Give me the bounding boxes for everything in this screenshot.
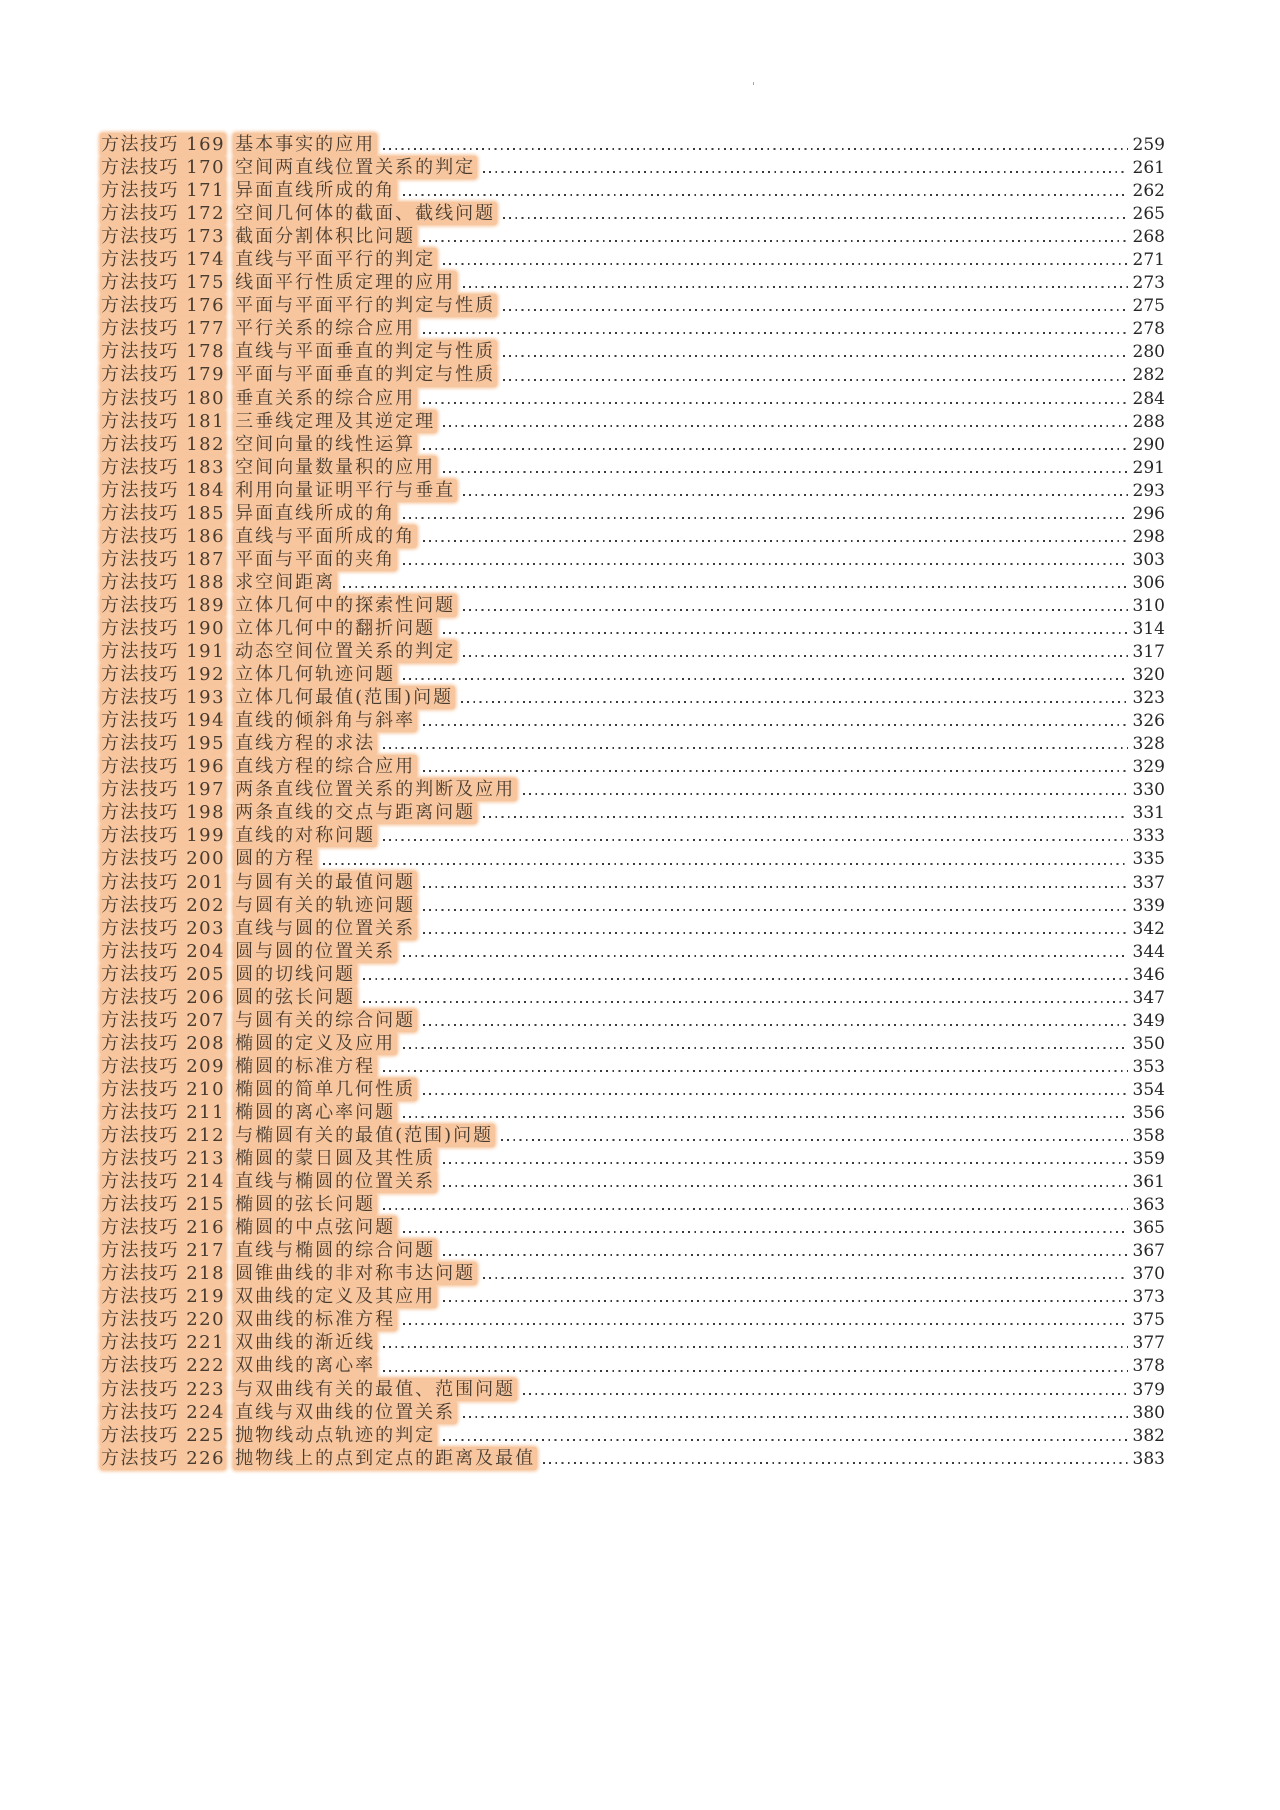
toc-entry-title: 直线方程的求法 bbox=[235, 733, 376, 755]
toc-entry-title: 双曲线的离心率 bbox=[235, 1355, 376, 1377]
toc-leader-dots bbox=[383, 732, 1127, 755]
toc-entry-title: 直线与平面平行的判定 bbox=[235, 249, 436, 271]
toc-entry-label: 方法技巧 203 bbox=[101, 917, 226, 939]
toc-page-number: 363 bbox=[1132, 1195, 1165, 1216]
toc-leader-dots bbox=[443, 1147, 1127, 1170]
toc-leader-dots bbox=[383, 1354, 1127, 1377]
toc-page-number: 268 bbox=[1132, 227, 1165, 248]
toc-leader-dots bbox=[501, 1124, 1127, 1147]
toc-leader-dots bbox=[423, 387, 1127, 410]
toc-page-number: 358 bbox=[1132, 1126, 1165, 1147]
toc-entry bbox=[100, 709, 1165, 732]
toc-entry-title: 直线与双曲线的位置关系 bbox=[235, 1401, 456, 1423]
toc-entry-label: 方法技巧 219 bbox=[101, 1286, 226, 1308]
toc-entry-label: 方法技巧 170 bbox=[101, 157, 226, 179]
toc-entry-label: 方法技巧 174 bbox=[101, 249, 226, 271]
toc-leader-dots bbox=[403, 663, 1127, 686]
toc-entry-title: 双曲线的渐近线 bbox=[235, 1332, 376, 1354]
toc-entry-label: 方法技巧 197 bbox=[101, 779, 226, 801]
toc-leader-dots bbox=[483, 801, 1127, 824]
toc-page-number: 271 bbox=[1132, 250, 1165, 271]
scan-artifact-mark: ' bbox=[752, 80, 756, 93]
toc-leader-dots bbox=[503, 363, 1127, 386]
toc-entry bbox=[100, 1262, 1165, 1285]
toc-entry bbox=[100, 1354, 1165, 1377]
toc-entry-label: 方法技巧 192 bbox=[101, 664, 226, 686]
toc-entry-title: 直线与平面所成的角 bbox=[235, 525, 416, 547]
toc-entry bbox=[100, 755, 1165, 778]
toc-entry-label: 方法技巧 206 bbox=[101, 986, 226, 1008]
toc-page-number: 331 bbox=[1132, 803, 1165, 824]
toc-entry bbox=[100, 617, 1165, 640]
toc-entry-title: 基本事实的应用 bbox=[235, 134, 376, 155]
toc-page-number: 296 bbox=[1132, 503, 1165, 524]
toc-entry-label: 方法技巧 218 bbox=[101, 1263, 226, 1285]
toc-entry-label: 方法技巧 226 bbox=[101, 1447, 226, 1469]
toc-entry bbox=[100, 179, 1165, 202]
toc-page-number: 359 bbox=[1132, 1149, 1165, 1170]
toc-entry bbox=[100, 525, 1165, 548]
toc-entry-label: 方法技巧 202 bbox=[101, 894, 226, 916]
toc-entry-title: 与双曲线有关的最值、范围问题 bbox=[235, 1378, 516, 1400]
toc-entry-label: 方法技巧 208 bbox=[101, 1032, 226, 1054]
toc-entry bbox=[100, 479, 1165, 502]
toc-entry-label: 方法技巧 209 bbox=[101, 1055, 226, 1077]
toc-entry bbox=[100, 202, 1165, 225]
toc-leader-dots bbox=[423, 225, 1127, 248]
toc-page-number: 280 bbox=[1132, 342, 1165, 363]
toc-entry bbox=[100, 317, 1165, 340]
toc-entry bbox=[100, 594, 1165, 617]
toc-page-number: 293 bbox=[1132, 480, 1165, 501]
toc-entry bbox=[100, 502, 1165, 525]
toc-page-number: 370 bbox=[1132, 1264, 1165, 1285]
toc-entry-title: 两条直线的交点与距离问题 bbox=[235, 802, 476, 824]
toc-page-number: 333 bbox=[1132, 826, 1165, 847]
toc-entry-label: 方法技巧 184 bbox=[101, 479, 226, 501]
toc-entry bbox=[100, 387, 1165, 410]
toc-entry-title: 与圆有关的最值问题 bbox=[235, 871, 416, 893]
toc-page-number: 298 bbox=[1132, 526, 1165, 547]
toc-entry-title: 椭圆的弦长问题 bbox=[235, 1194, 376, 1216]
toc-entry-title: 空间几何体的截面、截线问题 bbox=[235, 203, 496, 225]
toc-leader-dots bbox=[423, 709, 1127, 732]
toc-entry bbox=[100, 1378, 1165, 1401]
toc-leader-dots bbox=[423, 871, 1127, 894]
toc-entry-title: 平面与平面的夹角 bbox=[235, 548, 396, 570]
toc-entry bbox=[100, 1308, 1165, 1331]
toc-entry-title: 两条直线位置关系的判断及应用 bbox=[235, 779, 516, 801]
toc-entry-title: 空间向量数量积的应用 bbox=[235, 456, 436, 478]
toc-page-number: 373 bbox=[1132, 1287, 1165, 1308]
toc-leader-dots bbox=[483, 156, 1127, 179]
toc-page-number: 329 bbox=[1132, 757, 1165, 778]
toc-entry-title: 空间两直线位置关系的判定 bbox=[235, 157, 476, 179]
toc-page-number: 275 bbox=[1132, 296, 1165, 317]
toc-entry-label: 方法技巧 196 bbox=[101, 756, 226, 778]
toc-page-number: 379 bbox=[1132, 1379, 1165, 1400]
toc-entry-label: 方法技巧 176 bbox=[101, 295, 226, 317]
toc-page-number: 282 bbox=[1132, 365, 1165, 386]
toc-leader-dots bbox=[443, 617, 1127, 640]
toc-entry-label: 方法技巧 224 bbox=[101, 1401, 226, 1423]
toc-entry-title: 线面平行性质定理的应用 bbox=[235, 272, 456, 294]
toc-page-number: 375 bbox=[1132, 1310, 1165, 1331]
toc-page-number: 365 bbox=[1132, 1218, 1165, 1239]
toc-entry-label: 方法技巧 175 bbox=[101, 272, 226, 294]
toc-entry bbox=[100, 686, 1165, 709]
toc-page-number: 356 bbox=[1132, 1102, 1165, 1123]
toc-entry bbox=[100, 340, 1165, 363]
toc-leader-dots bbox=[403, 548, 1127, 571]
toc-entry bbox=[100, 1447, 1165, 1470]
toc-page-number: 278 bbox=[1132, 319, 1165, 340]
toc-page-number: 306 bbox=[1132, 572, 1165, 593]
toc-page-number: 262 bbox=[1132, 181, 1165, 202]
toc-leader-dots bbox=[383, 1055, 1127, 1078]
toc-page-number: 323 bbox=[1132, 688, 1165, 709]
toc-page-number: 335 bbox=[1132, 849, 1165, 870]
toc-leader-dots bbox=[503, 294, 1127, 317]
toc-page-number: 342 bbox=[1132, 918, 1165, 939]
toc-leader-dots bbox=[383, 133, 1127, 156]
toc-leader-dots bbox=[403, 179, 1127, 202]
toc-entry-label: 方法技巧 194 bbox=[101, 710, 226, 732]
toc-entry-title: 圆的弦长问题 bbox=[235, 986, 356, 1008]
toc-page-number: 354 bbox=[1132, 1079, 1165, 1100]
toc-entry-label: 方法技巧 172 bbox=[101, 203, 226, 225]
toc-entry-title: 平面与平面平行的判定与性质 bbox=[235, 295, 496, 317]
toc-entry-title: 立体几何中的探索性问题 bbox=[235, 594, 456, 616]
toc-page-number: 350 bbox=[1132, 1033, 1165, 1054]
toc-entry bbox=[100, 1032, 1165, 1055]
toc-leader-dots bbox=[383, 824, 1127, 847]
toc-entry-label: 方法技巧 205 bbox=[101, 963, 226, 985]
toc-page-number: 303 bbox=[1132, 549, 1165, 570]
toc-leader-dots bbox=[423, 525, 1127, 548]
toc-entry bbox=[100, 824, 1165, 847]
toc-page-number: 326 bbox=[1132, 711, 1165, 732]
toc-page-number: 380 bbox=[1132, 1402, 1165, 1423]
toc-entry-label: 方法技巧 223 bbox=[101, 1378, 226, 1400]
toc-entry-title: 立体几何中的翻折问题 bbox=[235, 617, 436, 639]
toc-entry bbox=[100, 640, 1165, 663]
toc-page-number: 314 bbox=[1132, 618, 1165, 639]
toc-page-number: 383 bbox=[1132, 1448, 1165, 1469]
toc-entry bbox=[100, 1078, 1165, 1101]
toc-entry bbox=[100, 847, 1165, 870]
toc-entry-title: 与圆有关的轨迹问题 bbox=[235, 894, 416, 916]
toc-entry-title: 圆的方程 bbox=[235, 848, 316, 870]
toc-entry-title: 圆锥曲线的非对称韦达问题 bbox=[235, 1263, 476, 1285]
toc-entry-label: 方法技巧 188 bbox=[101, 571, 226, 593]
toc-entry bbox=[100, 1055, 1165, 1078]
toc-entry-label: 方法技巧 199 bbox=[101, 825, 226, 847]
toc-leader-dots bbox=[423, 894, 1127, 917]
toc-leader-dots bbox=[383, 1331, 1127, 1354]
toc-entry-title: 立体几何最值(范围)问题 bbox=[235, 687, 454, 709]
toc-entry bbox=[100, 801, 1165, 824]
toc-entry-title: 平面与平面垂直的判定与性质 bbox=[235, 364, 496, 386]
toc-entry bbox=[100, 1239, 1165, 1262]
toc-page-number: 346 bbox=[1132, 964, 1165, 985]
toc-leader-dots bbox=[403, 1216, 1127, 1239]
toc-entry-label: 方法技巧 193 bbox=[101, 687, 226, 709]
toc-entry-label: 方法技巧 212 bbox=[101, 1125, 226, 1147]
toc-entry bbox=[100, 410, 1165, 433]
toc-entry bbox=[100, 156, 1165, 179]
toc-entry-title: 直线的对称问题 bbox=[235, 825, 376, 847]
toc-leader-dots bbox=[443, 1170, 1127, 1193]
toc-leader-dots bbox=[483, 1262, 1127, 1285]
toc-entry-title: 椭圆的标准方程 bbox=[235, 1055, 376, 1077]
toc-entry-label: 方法技巧 214 bbox=[101, 1171, 226, 1193]
toc-leader-dots bbox=[443, 456, 1127, 479]
toc-leader-dots bbox=[403, 940, 1127, 963]
toc-entry bbox=[100, 871, 1165, 894]
toc-entry-label: 方法技巧 185 bbox=[101, 502, 226, 524]
toc-entry bbox=[100, 1216, 1165, 1239]
toc-entry bbox=[100, 940, 1165, 963]
toc-leader-dots bbox=[443, 1424, 1127, 1447]
toc-entry-title: 圆与圆的位置关系 bbox=[235, 940, 396, 962]
toc-entry-label: 方法技巧 215 bbox=[101, 1194, 226, 1216]
toc-entry-label: 方法技巧 169 bbox=[101, 134, 226, 155]
toc-entry bbox=[100, 1331, 1165, 1354]
toc-leader-dots bbox=[463, 594, 1127, 617]
toc-entry-title: 抛物线动点轨迹的判定 bbox=[235, 1424, 436, 1446]
toc-entry bbox=[100, 433, 1165, 456]
toc-entry-title: 平行关系的综合应用 bbox=[235, 318, 416, 340]
toc-entry bbox=[100, 1424, 1165, 1447]
toc-page-number: 288 bbox=[1132, 411, 1165, 432]
toc-entry-label: 方法技巧 171 bbox=[101, 180, 226, 202]
toc-leader-dots bbox=[403, 1308, 1127, 1331]
toc-page-number: 310 bbox=[1132, 595, 1165, 616]
table-of-contents bbox=[100, 133, 1165, 1470]
toc-entry-label: 方法技巧 200 bbox=[101, 848, 226, 870]
toc-page-number: 349 bbox=[1132, 1010, 1165, 1031]
toc-page-number: 330 bbox=[1132, 780, 1165, 801]
toc-entry-label: 方法技巧 220 bbox=[101, 1309, 226, 1331]
toc-leader-dots bbox=[463, 271, 1127, 294]
toc-page-number: 367 bbox=[1132, 1241, 1165, 1262]
toc-leader-dots bbox=[423, 917, 1127, 940]
toc-entry bbox=[100, 778, 1165, 801]
toc-entry-title: 椭圆的中点弦问题 bbox=[235, 1217, 396, 1239]
toc-leader-dots bbox=[383, 1193, 1127, 1216]
toc-leader-dots bbox=[523, 1378, 1127, 1401]
toc-page-number: 344 bbox=[1132, 941, 1165, 962]
toc-entry-title: 与椭圆有关的最值(范围)问题 bbox=[235, 1125, 494, 1147]
toc-entry-label: 方法技巧 177 bbox=[101, 318, 226, 340]
toc-entry bbox=[100, 917, 1165, 940]
toc-page-number: 382 bbox=[1132, 1425, 1165, 1446]
toc-entry-label: 方法技巧 182 bbox=[101, 433, 226, 455]
toc-entry-title: 抛物线上的点到定点的距离及最值 bbox=[235, 1447, 536, 1469]
toc-page-number: 259 bbox=[1132, 135, 1165, 155]
toc-entry bbox=[100, 548, 1165, 571]
toc-entry bbox=[100, 1193, 1165, 1216]
toc-page-number: 339 bbox=[1132, 895, 1165, 916]
toc-entry-title: 与圆有关的综合问题 bbox=[235, 1009, 416, 1031]
toc-entry-label: 方法技巧 222 bbox=[101, 1355, 226, 1377]
toc-page-number: 347 bbox=[1132, 987, 1165, 1008]
toc-page-number: 337 bbox=[1132, 872, 1165, 893]
toc-page-number: 317 bbox=[1132, 642, 1165, 663]
toc-entry-title: 截面分割体积比问题 bbox=[235, 226, 416, 248]
toc-entry-label: 方法技巧 213 bbox=[101, 1148, 226, 1170]
toc-page-number: 290 bbox=[1132, 434, 1165, 455]
toc-page-number: 377 bbox=[1132, 1333, 1165, 1354]
toc-leader-dots bbox=[443, 248, 1127, 271]
toc-entry-title: 直线与椭圆的位置关系 bbox=[235, 1171, 436, 1193]
toc-entry-title: 利用向量证明平行与垂直 bbox=[235, 479, 456, 501]
toc-entry-label: 方法技巧 190 bbox=[101, 617, 226, 639]
toc-page-number: 284 bbox=[1132, 388, 1165, 409]
toc-entry-title: 椭圆的离心率问题 bbox=[235, 1101, 396, 1123]
toc-entry-label: 方法技巧 189 bbox=[101, 594, 226, 616]
toc-entry bbox=[100, 1147, 1165, 1170]
toc-entry bbox=[100, 963, 1165, 986]
toc-entry bbox=[100, 363, 1165, 386]
toc-entry-title: 双曲线的标准方程 bbox=[235, 1309, 396, 1331]
toc-entry bbox=[100, 248, 1165, 271]
toc-entry-label: 方法技巧 195 bbox=[101, 733, 226, 755]
toc-entry-title: 直线与平面垂直的判定与性质 bbox=[235, 341, 496, 363]
toc-page-number: 261 bbox=[1132, 158, 1165, 179]
toc-entry bbox=[100, 225, 1165, 248]
toc-entry bbox=[100, 1401, 1165, 1424]
toc-leader-dots bbox=[363, 986, 1127, 1009]
toc-entry-title: 异面直线所成的角 bbox=[235, 502, 396, 524]
toc-leader-dots bbox=[423, 1009, 1127, 1032]
toc-entry-label: 方法技巧 201 bbox=[101, 871, 226, 893]
toc-entry bbox=[100, 1009, 1165, 1032]
toc-entry-label: 方法技巧 211 bbox=[101, 1101, 226, 1123]
toc-entry bbox=[100, 894, 1165, 917]
toc-entry-title: 椭圆的定义及应用 bbox=[235, 1032, 396, 1054]
toc-entry-label: 方法技巧 178 bbox=[101, 341, 226, 363]
toc-page-number: 273 bbox=[1132, 273, 1165, 294]
toc-entry-label: 方法技巧 180 bbox=[101, 387, 226, 409]
toc-entry bbox=[100, 294, 1165, 317]
toc-leader-dots bbox=[463, 479, 1127, 502]
toc-entry-title: 求空间距离 bbox=[235, 571, 336, 593]
toc-entry-label: 方法技巧 173 bbox=[101, 226, 226, 248]
toc-leader-dots bbox=[463, 1401, 1127, 1424]
toc-entry bbox=[100, 456, 1165, 479]
toc-entry-label: 方法技巧 221 bbox=[101, 1332, 226, 1354]
toc-entry-label: 方法技巧 207 bbox=[101, 1009, 226, 1031]
toc-leader-dots bbox=[403, 1101, 1127, 1124]
toc-entry-title: 椭圆的简单几何性质 bbox=[235, 1078, 416, 1100]
toc-entry bbox=[100, 663, 1165, 686]
toc-entry-title: 直线的倾斜角与斜率 bbox=[235, 710, 416, 732]
toc-page-number: 320 bbox=[1132, 665, 1165, 686]
toc-leader-dots bbox=[463, 640, 1127, 663]
toc-entry bbox=[100, 1170, 1165, 1193]
toc-leader-dots bbox=[343, 571, 1127, 594]
toc-entry-label: 方法技巧 186 bbox=[101, 525, 226, 547]
toc-leader-dots bbox=[323, 847, 1127, 870]
toc-entry-label: 方法技巧 225 bbox=[101, 1424, 226, 1446]
toc-entry bbox=[100, 1285, 1165, 1308]
toc-entry-label: 方法技巧 187 bbox=[101, 548, 226, 570]
toc-leader-dots bbox=[443, 410, 1127, 433]
toc-entry bbox=[100, 1101, 1165, 1124]
toc-entry-title: 立体几何轨迹问题 bbox=[235, 664, 396, 686]
toc-leader-dots bbox=[423, 317, 1127, 340]
toc-leader-dots bbox=[403, 1032, 1127, 1055]
toc-leader-dots bbox=[503, 202, 1127, 225]
toc-entry bbox=[100, 571, 1165, 594]
toc-entry-label: 方法技巧 216 bbox=[101, 1217, 226, 1239]
toc-entry bbox=[100, 271, 1165, 294]
toc-leader-dots bbox=[543, 1447, 1127, 1470]
toc-entry-label: 方法技巧 181 bbox=[101, 410, 226, 432]
toc-entry-label: 方法技巧 210 bbox=[101, 1078, 226, 1100]
toc-leader-dots bbox=[461, 686, 1127, 709]
toc-entry-label: 方法技巧 198 bbox=[101, 802, 226, 824]
toc-entry-title: 异面直线所成的角 bbox=[235, 180, 396, 202]
toc-page-number: 265 bbox=[1132, 204, 1165, 225]
toc-entry-label: 方法技巧 204 bbox=[101, 940, 226, 962]
toc-entry-label: 方法技巧 217 bbox=[101, 1240, 226, 1262]
toc-entry bbox=[100, 986, 1165, 1009]
toc-leader-dots bbox=[503, 340, 1127, 363]
toc-page-number: 361 bbox=[1132, 1172, 1165, 1193]
toc-entry bbox=[100, 732, 1165, 755]
toc-entry-label: 方法技巧 183 bbox=[101, 456, 226, 478]
toc-entry-title: 直线与椭圆的综合问题 bbox=[235, 1240, 436, 1262]
toc-leader-dots bbox=[443, 1285, 1127, 1308]
toc-entry-label: 方法技巧 179 bbox=[101, 364, 226, 386]
toc-entry-title: 垂直关系的综合应用 bbox=[235, 387, 416, 409]
toc-entry-label: 方法技巧 191 bbox=[101, 641, 226, 663]
toc-page-number: 378 bbox=[1132, 1356, 1165, 1377]
toc-entry-title: 圆的切线问题 bbox=[235, 963, 356, 985]
toc-entry bbox=[100, 1124, 1165, 1147]
toc-entry bbox=[100, 133, 1165, 156]
toc-entry-title: 三垂线定理及其逆定理 bbox=[235, 410, 436, 432]
toc-entry-title: 直线与圆的位置关系 bbox=[235, 917, 416, 939]
toc-entry-title: 空间向量的线性运算 bbox=[235, 433, 416, 455]
toc-leader-dots bbox=[423, 755, 1127, 778]
toc-leader-dots bbox=[423, 433, 1127, 456]
toc-leader-dots bbox=[403, 502, 1127, 525]
toc-page-number: 353 bbox=[1132, 1056, 1165, 1077]
toc-page-number: 291 bbox=[1132, 457, 1165, 478]
toc-entry-title: 双曲线的定义及其应用 bbox=[235, 1286, 436, 1308]
toc-entry-title: 椭圆的蒙日圆及其性质 bbox=[235, 1148, 436, 1170]
toc-entry-title: 动态空间位置关系的判定 bbox=[235, 641, 456, 663]
toc-leader-dots bbox=[363, 963, 1127, 986]
toc-leader-dots bbox=[423, 1078, 1127, 1101]
toc-entry-title: 直线方程的综合应用 bbox=[235, 756, 416, 778]
toc-leader-dots bbox=[443, 1239, 1127, 1262]
toc-leader-dots bbox=[523, 778, 1127, 801]
toc-page-number: 328 bbox=[1132, 734, 1165, 755]
